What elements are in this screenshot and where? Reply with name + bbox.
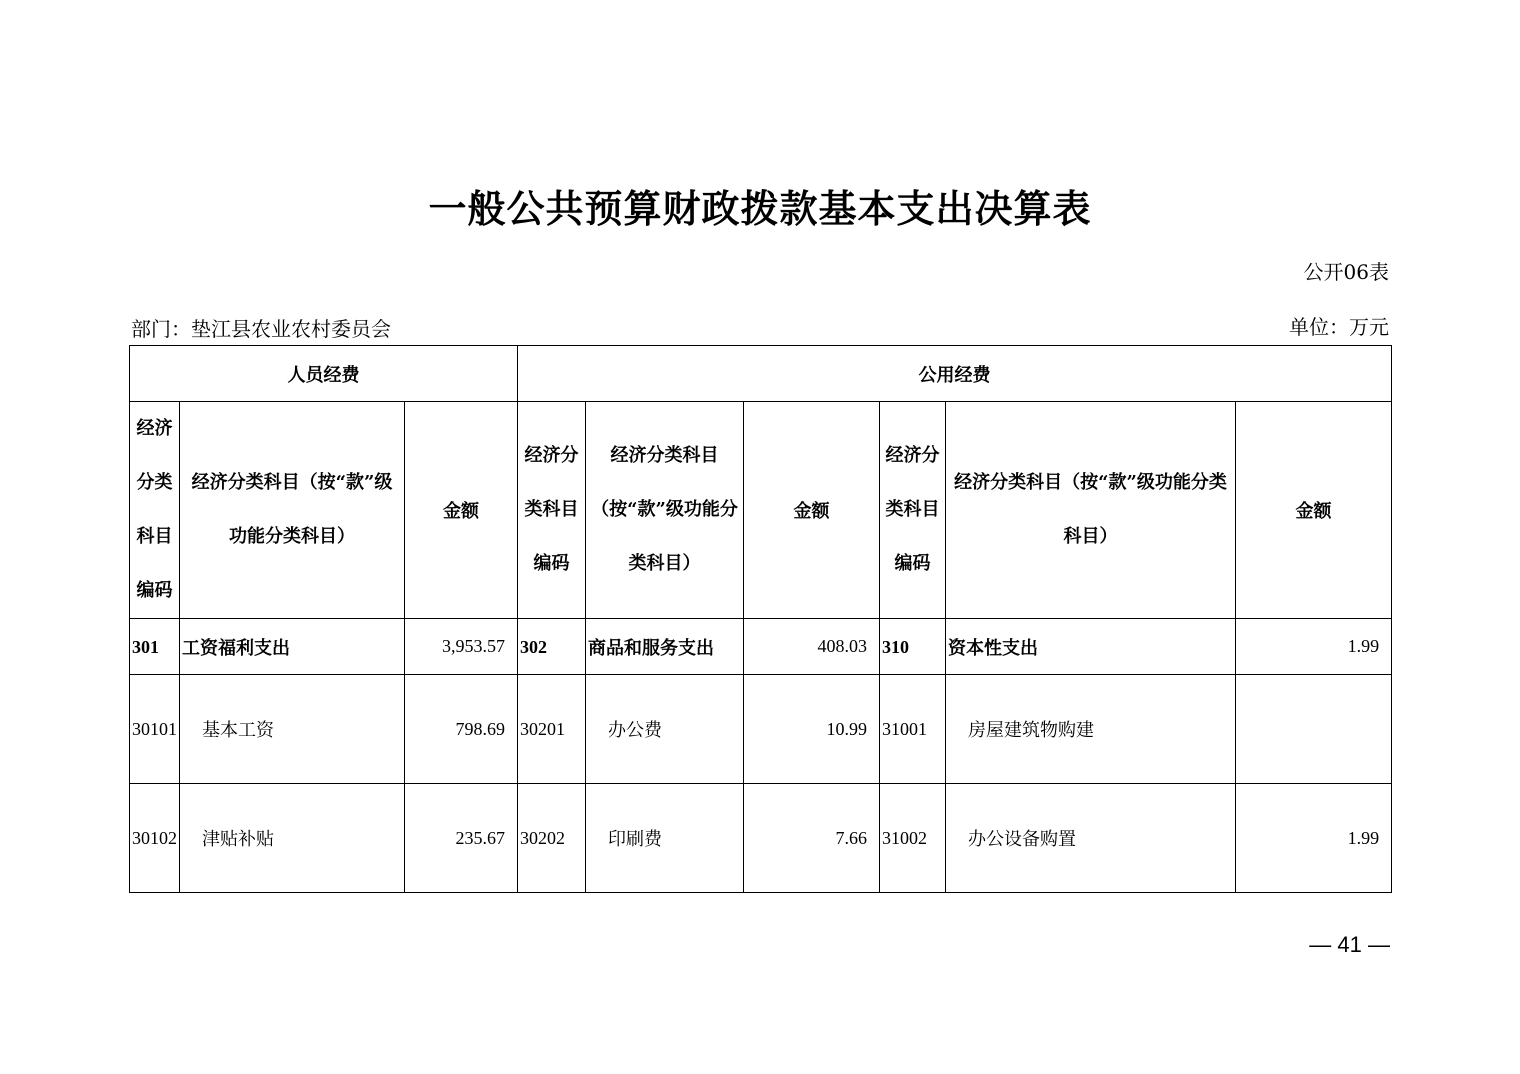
- g1-amount-header: 金额: [744, 402, 880, 619]
- table-row: [130, 784, 1392, 893]
- g2-name-cell: 房屋建筑物购建: [946, 675, 1236, 784]
- g2-name-header: 经济分类科目（按“款”级功能分类科目）: [946, 402, 1236, 619]
- department-label: 部门：垫江县农业农村委员会: [131, 317, 391, 341]
- p-code-cell: 301: [130, 619, 180, 675]
- g1-name-cell: 印刷费: [586, 784, 744, 893]
- g2-amount-header: 金额: [1236, 402, 1392, 619]
- g2-code-header: 经济分类科目编码: [880, 402, 946, 619]
- p-amount-cell: 798.69: [405, 675, 518, 784]
- g2-code-cell: 31002: [880, 784, 946, 893]
- g2-name-cell: 资本性支出: [946, 619, 1236, 675]
- p-code-header: 经济分类科目编码: [130, 402, 180, 619]
- g1-code-header: 经济分类科目编码: [518, 402, 586, 619]
- p-amount-cell: 235.67: [405, 784, 518, 893]
- g2-amount-cell: 1.99: [1236, 619, 1392, 675]
- page-number: — 41 —: [1309, 932, 1390, 957]
- table-row: [130, 675, 1392, 784]
- page-title: 一般公共预算财政拨款基本支出决算表: [428, 186, 1092, 231]
- g2-amount-cell: 1.99: [1236, 784, 1392, 893]
- g1-name-cell: 办公费: [586, 675, 744, 784]
- g1-code-cell: 30201: [518, 675, 586, 784]
- g2-code-cell: 310: [880, 619, 946, 675]
- expenditure-table: [129, 345, 1392, 893]
- public-header: 公用经费: [518, 346, 1392, 402]
- p-name-cell: 基本工资: [180, 675, 405, 784]
- personnel-header: 人员经费: [130, 346, 518, 402]
- g1-amount-cell: 408.03: [744, 619, 880, 675]
- p-code-cell: 30102: [130, 784, 180, 893]
- g1-code-cell: 302: [518, 619, 586, 675]
- p-name-cell: 工资福利支出: [180, 619, 405, 675]
- g2-code-cell: 31001: [880, 675, 946, 784]
- g1-amount-cell: 7.66: [744, 784, 880, 893]
- g1-code-cell: 30202: [518, 784, 586, 893]
- p-code-cell: 30101: [130, 675, 180, 784]
- p-name-header: 经济分类科目（按“款”级功能分类科目）: [180, 402, 405, 619]
- g1-name-header: 经济分类科目（按“款”级功能分类科目）: [586, 402, 744, 619]
- group-header-row: [130, 346, 1392, 402]
- g1-name-cell: 商品和服务支出: [586, 619, 744, 675]
- p-name-cell: 津贴补贴: [180, 784, 405, 893]
- unit-label: 单位：万元: [1289, 315, 1389, 339]
- table-row: [130, 619, 1392, 675]
- g2-name-cell: 办公设备购置: [946, 784, 1236, 893]
- p-amount-header: 金额: [405, 402, 518, 619]
- g2-amount-cell: [1236, 675, 1392, 784]
- form-number: 公开06表: [1303, 260, 1389, 284]
- g1-amount-cell: 10.99: [744, 675, 880, 784]
- p-amount-cell: 3,953.57: [405, 619, 518, 675]
- column-header-row: [130, 402, 1392, 619]
